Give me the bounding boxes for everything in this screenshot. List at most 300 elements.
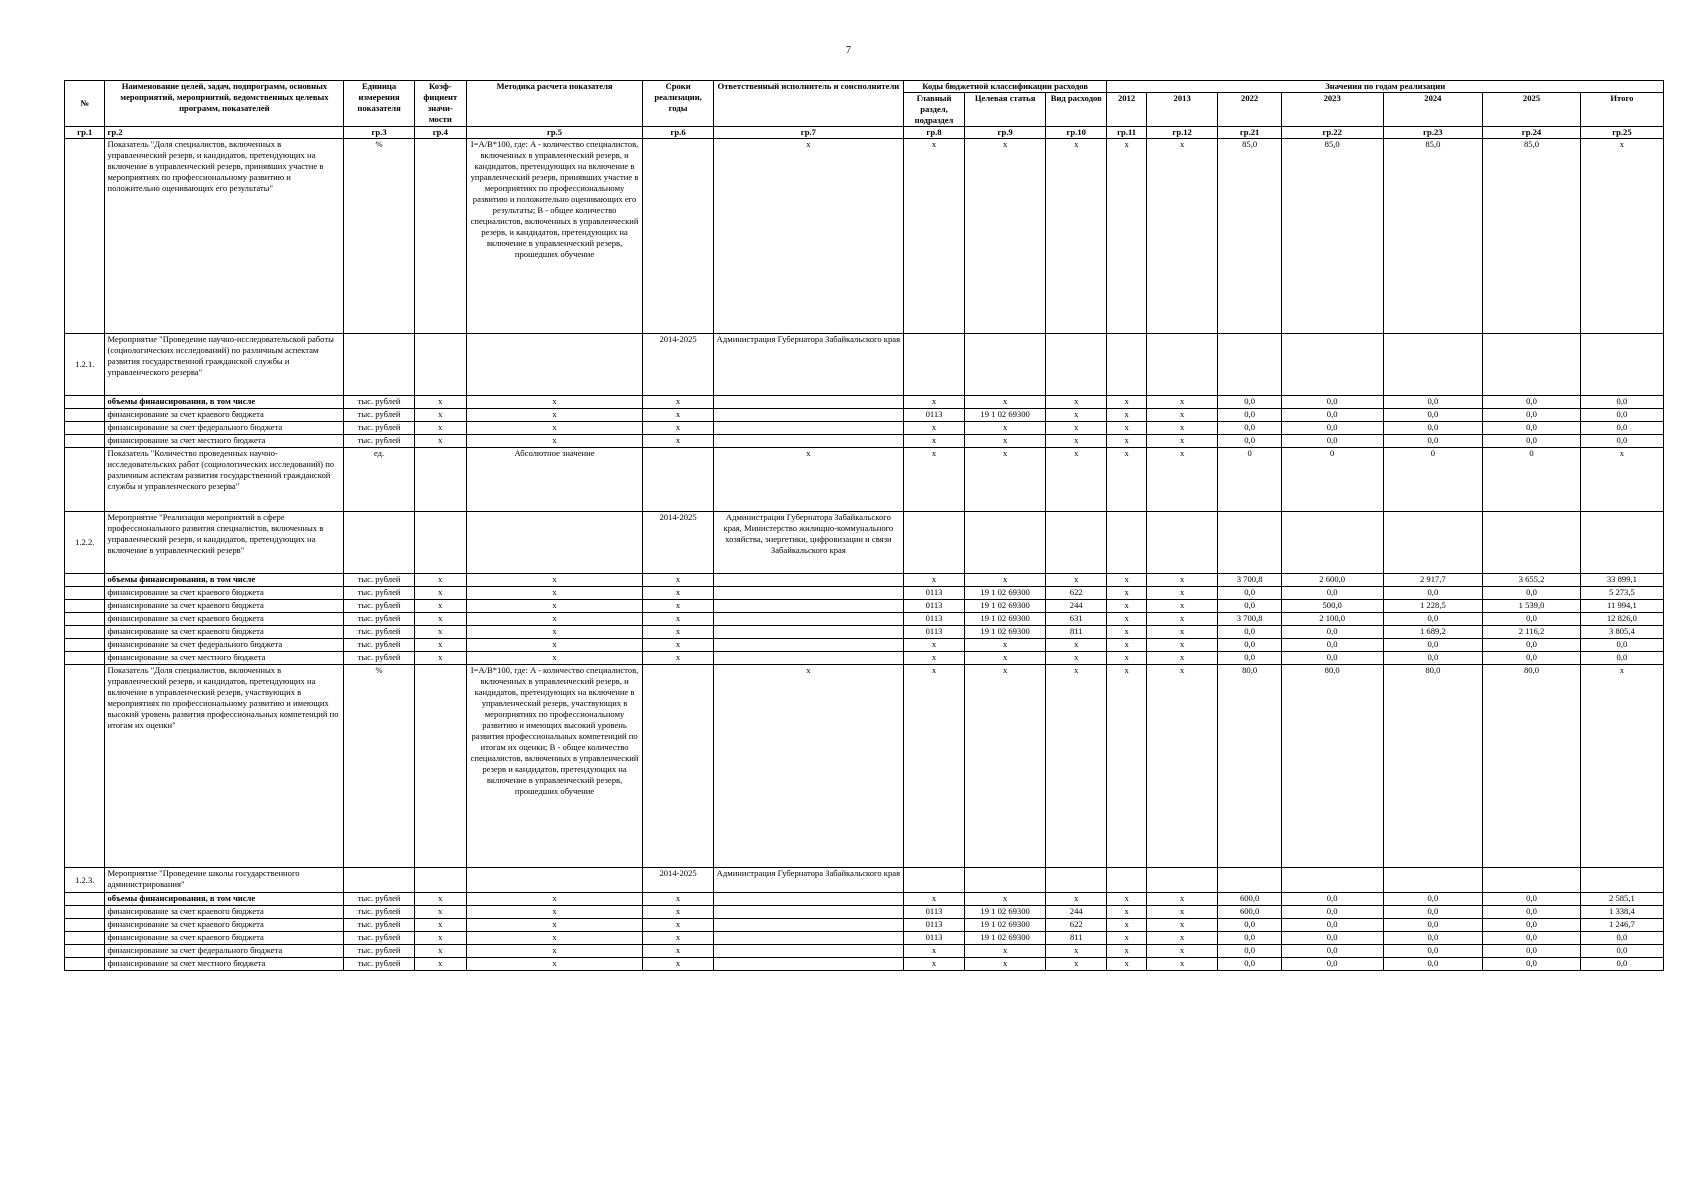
year-value-cell: x [1107,958,1146,971]
row-name: финансирование за счет краевого бюджета [105,932,344,945]
year-value-cell: x [1107,932,1146,945]
year-value-cell: 1 539,0 [1483,600,1581,613]
cell: x [414,932,466,945]
year-value-cell [1146,512,1218,574]
column-number: гр.3 [344,127,415,139]
cell: x [414,587,466,600]
responsible-cell [713,639,903,652]
row-name: финансирование за счет краевого бюджета [105,919,344,932]
year-value-cell: 0,0 [1383,396,1483,409]
financing-row [65,958,1664,971]
column-number: гр.2 [105,127,344,139]
kbk-section-cell: x [903,574,964,587]
row-name: объемы финансирования, в том числе [105,396,344,409]
column-number: гр.4 [414,127,466,139]
method-cell [466,334,643,396]
responsible-cell: x [713,139,903,334]
term-cell: x [643,574,714,587]
year-value-cell: 85,0 [1281,139,1383,334]
method-cell: x [466,435,643,448]
year-value-cell: 0,0 [1580,932,1663,945]
year-value-cell: x [1107,396,1146,409]
year-value-cell: 80,0 [1218,665,1281,868]
financing-row [65,600,1664,613]
year-value-cell: 12 826,0 [1580,613,1663,626]
year-value-cell: x [1107,409,1146,422]
row-name: Показатель "Доля специалистов, включенных в управленческий резерв, и кандидатов, претендующих на включение в управленческий резерв, участвующих в мероприятиях по профессиональному развитию и имеющих высокий уровень развития профессиональных компетенций по итогам их оценки" [105,665,344,868]
row-name: финансирование за счет краевого бюджета [105,587,344,600]
year-value-cell: x [1580,139,1663,334]
responsible-cell [713,587,903,600]
cell: x [414,958,466,971]
year-value-cell: 500,0 [1281,600,1383,613]
row-name: Мероприятие "Проведение школы государственного администрирования" [105,868,344,893]
row-number [65,665,105,868]
unit-cell: тыс. рублей [344,600,415,613]
row-number [65,422,105,435]
year-value-cell: 0,0 [1483,613,1581,626]
year-value-cell: x [1146,932,1218,945]
row-number [65,652,105,665]
kbk-type-cell [1046,334,1107,396]
year-value-cell: 0,0 [1383,435,1483,448]
year-value-cell [1107,512,1146,574]
year-value-cell: 0,0 [1218,919,1281,932]
row-name: Показатель "Доля специалистов, включенных в управленческий резерв, и кандидатов, претендующих на включение в управленческий резерв, принявших участие в мероприятиях по профессиональному развитию и положительно оценивающих его результаты" [105,139,344,334]
kbk-section-cell: 0113 [903,587,964,600]
year-value-cell: 0,0 [1281,906,1383,919]
year-value-cell: 0,0 [1383,958,1483,971]
unit-cell: тыс. рублей [344,639,415,652]
method-cell: x [466,639,643,652]
year-value-cell: 0,0 [1580,435,1663,448]
unit-cell: тыс. рублей [344,435,415,448]
year-value-cell: x [1146,435,1218,448]
year-value-cell: 0,0 [1483,958,1581,971]
kbk-section-cell: 0113 [903,932,964,945]
year-value-cell: 0,0 [1483,919,1581,932]
financing-row [65,906,1664,919]
method-cell: x [466,893,643,906]
row-number [65,919,105,932]
header-row-1 [65,81,1664,93]
responsible-cell [713,574,903,587]
method-cell: x [466,626,643,639]
method-cell: x [466,574,643,587]
responsible-cell: Администрация Губернатора Забайкальского края [713,334,903,396]
year-value-cell: 0,0 [1281,932,1383,945]
row-number [65,613,105,626]
kbk-type-cell: 631 [1046,613,1107,626]
cell: x [414,600,466,613]
row-number [65,587,105,600]
indicator-row [65,665,1664,868]
year-value-cell: x [1146,600,1218,613]
year-value-cell: 0,0 [1483,422,1581,435]
indicator-row [65,448,1664,512]
cell: x [414,435,466,448]
method-cell: x [466,919,643,932]
year-value-cell [1146,868,1218,893]
term-cell [643,448,714,512]
year-value-cell: 3 655,2 [1483,574,1581,587]
term-cell: x [643,422,714,435]
year-value-cell: 0,0 [1218,435,1281,448]
method-cell: x [466,587,643,600]
kbk-article-cell: x [965,435,1046,448]
year-value-cell: x [1107,600,1146,613]
row-name: объемы финансирования, в том числе [105,574,344,587]
row-number [65,139,105,334]
year-value-cell [1580,512,1663,574]
responsible-cell [713,613,903,626]
year-value-cell: 0,0 [1483,652,1581,665]
term-cell: x [643,906,714,919]
kbk-article-cell: x [965,652,1046,665]
cell: x [414,613,466,626]
unit-cell: тыс. рублей [344,396,415,409]
cell: x [414,639,466,652]
kbk-type-cell: 811 [1046,932,1107,945]
kbk-section-cell: 0113 [903,626,964,639]
year-value-cell: x [1107,587,1146,600]
kbk-article-cell: 19 1 02 69300 [965,613,1046,626]
method-cell: x [466,396,643,409]
cell [414,665,466,868]
year-value-cell [1483,512,1581,574]
year-value-cell: x [1107,613,1146,626]
kbk-type-cell: x [1046,652,1107,665]
kbk-article-cell: x [965,639,1046,652]
year-value-cell: 85,0 [1383,139,1483,334]
year-value-cell: 0,0 [1383,639,1483,652]
column-number: гр.23 [1383,127,1483,139]
unit-cell [344,334,415,396]
kbk-article-cell: 19 1 02 69300 [965,932,1046,945]
kbk-article-cell: 19 1 02 69300 [965,600,1046,613]
year-value-cell: x [1146,613,1218,626]
unit-cell: % [344,665,415,868]
header-term: Сроки реализации, годы [643,81,714,127]
column-number: гр.10 [1046,127,1107,139]
year-value-cell: 0,0 [1483,435,1581,448]
year-value-cell: 80,0 [1383,665,1483,868]
row-name: Мероприятие "Проведение научно-исследовательской работы (социологических исследований) по различным аспектам развития государственной гражданской службы и управленческого резерва" [105,334,344,396]
year-value-cell: x [1146,139,1218,334]
method-cell: Абсолютное значение [466,448,643,512]
header-kbk: Коды бюджетной классификации расходов [903,81,1107,93]
year-value-cell: x [1146,626,1218,639]
program-table [64,80,1664,971]
cell: x [414,906,466,919]
header-kbk-type: Вид расходов [1046,93,1107,127]
financing-row [65,919,1664,932]
year-value-cell [1107,334,1146,396]
year-value-cell [1383,334,1483,396]
header-years-title: Значения по годам реализации [1107,81,1664,93]
responsible-cell [713,435,903,448]
year-value-cell: x [1146,665,1218,868]
year-value-cell: 0,0 [1281,945,1383,958]
kbk-section-cell [903,334,964,396]
term-cell: x [643,919,714,932]
year-value-cell: x [1580,448,1663,512]
cell: x [414,574,466,587]
year-value-cell: 1 689,2 [1383,626,1483,639]
column-number: гр.24 [1483,127,1581,139]
kbk-type-cell: x [1046,139,1107,334]
row-number: 1.2.3. [65,868,105,893]
year-value-cell: 2 116,2 [1483,626,1581,639]
year-value-cell: 0,0 [1483,396,1581,409]
kbk-type-cell [1046,512,1107,574]
kbk-section-cell: x [903,958,964,971]
year-value-cell: 85,0 [1483,139,1581,334]
term-cell: x [643,639,714,652]
term-cell [643,139,714,334]
kbk-section-cell: 0113 [903,906,964,919]
column-number: гр.9 [965,127,1046,139]
row-name: объемы финансирования, в том числе [105,893,344,906]
cell: x [414,409,466,422]
method-cell: x [466,409,643,422]
year-value-cell: 0,0 [1483,906,1581,919]
column-number: гр.8 [903,127,964,139]
kbk-article-cell: x [965,574,1046,587]
year-value-cell: 0,0 [1580,652,1663,665]
year-value-cell: x [1107,919,1146,932]
unit-cell: тыс. рублей [344,893,415,906]
year-value-cell: x [1146,422,1218,435]
year-value-cell: x [1146,587,1218,600]
row-name: финансирование за счет местного бюджета [105,435,344,448]
financing-row [65,932,1664,945]
kbk-article-cell [965,334,1046,396]
kbk-article-cell: x [965,422,1046,435]
kbk-section-cell: 0113 [903,613,964,626]
year-value-cell: x [1107,665,1146,868]
year-value-cell: 0,0 [1483,932,1581,945]
financing-row [65,893,1664,906]
responsible-cell [713,422,903,435]
year-value-cell [1218,334,1281,396]
year-value-cell: 80,0 [1281,665,1383,868]
cell: x [414,396,466,409]
kbk-type-cell: x [1046,422,1107,435]
kbk-type-cell: x [1046,409,1107,422]
year-value-cell: 0,0 [1281,396,1383,409]
year-value-cell: 2 917,7 [1383,574,1483,587]
row-name: финансирование за счет краевого бюджета [105,409,344,422]
header-year: 2012 [1107,93,1146,127]
cell: x [414,652,466,665]
row-number [65,893,105,906]
term-cell: x [643,652,714,665]
kbk-type-cell: 622 [1046,919,1107,932]
year-value-cell: 0,0 [1580,396,1663,409]
financing-row [65,409,1664,422]
row-number [65,409,105,422]
method-cell: x [466,906,643,919]
column-number: гр.1 [65,127,105,139]
year-value-cell: 600,0 [1218,906,1281,919]
header-year: 2025 [1483,93,1581,127]
term-cell: x [643,409,714,422]
row-name: финансирование за счет краевого бюджета [105,600,344,613]
kbk-article-cell: x [965,448,1046,512]
page-number: 7 [846,45,851,56]
kbk-section-cell: 0113 [903,409,964,422]
year-value-cell: 85,0 [1218,139,1281,334]
year-value-cell [1383,512,1483,574]
header-no: № [65,81,105,127]
kbk-article-cell: 19 1 02 69300 [965,919,1046,932]
year-value-cell [1281,334,1383,396]
year-value-cell [1483,868,1581,893]
year-value-cell: 0 [1218,448,1281,512]
unit-cell: тыс. рублей [344,574,415,587]
kbk-article-cell: 19 1 02 69300 [965,626,1046,639]
year-value-cell: 0,0 [1218,932,1281,945]
year-value-cell: 0,0 [1483,409,1581,422]
year-value-cell: 0,0 [1383,906,1483,919]
year-value-cell: 0,0 [1383,409,1483,422]
row-name: финансирование за счет местного бюджета [105,652,344,665]
header-coef: Коэф-фициент значи-мости [414,81,466,127]
year-value-cell: 0,0 [1281,958,1383,971]
term-cell: x [643,396,714,409]
year-value-cell: 0,0 [1218,396,1281,409]
financing-row [65,652,1664,665]
header-kbk-section: Главный раздел, подраздел [903,93,964,127]
responsible-cell [713,893,903,906]
responsible-cell [713,626,903,639]
year-value-cell: 0,0 [1580,958,1663,971]
kbk-section-cell: x [903,639,964,652]
year-value-cell: 0,0 [1483,587,1581,600]
method-cell: x [466,613,643,626]
kbk-section-cell [903,868,964,893]
year-value-cell: 33 899,1 [1580,574,1663,587]
year-value-cell: x [1107,448,1146,512]
year-value-cell: 1 338,4 [1580,906,1663,919]
row-number [65,600,105,613]
method-cell [466,868,643,893]
row-number [65,396,105,409]
kbk-type-cell: 244 [1046,906,1107,919]
kbk-type-cell: x [1046,435,1107,448]
year-value-cell: x [1107,652,1146,665]
year-value-cell: 0 [1383,448,1483,512]
kbk-section-cell: x [903,448,964,512]
term-cell [643,665,714,868]
row-name: финансирование за счет федерального бюджета [105,422,344,435]
header-year: 2023 [1281,93,1383,127]
kbk-type-cell: x [1046,396,1107,409]
header-year: 2013 [1146,93,1218,127]
kbk-section-cell: x [903,665,964,868]
responsible-cell: x [713,448,903,512]
year-value-cell: 0,0 [1281,626,1383,639]
kbk-section-cell: x [903,945,964,958]
financing-row [65,626,1664,639]
year-value-cell: 0,0 [1281,435,1383,448]
responsible-cell [713,652,903,665]
year-value-cell: x [1107,626,1146,639]
unit-cell: тыс. рублей [344,587,415,600]
year-value-cell: 0,0 [1281,587,1383,600]
column-number: гр.7 [713,127,903,139]
year-value-cell: 0,0 [1580,409,1663,422]
term-cell: x [643,958,714,971]
financing-row [65,435,1664,448]
year-value-cell: 0,0 [1580,945,1663,958]
unit-cell: тыс. рублей [344,932,415,945]
row-name: Показатель "Количество проведенных научно-исследовательских работ (социологических исследований) по различным аспектам развития государственной гражданской службы и управленческого резерва" [105,448,344,512]
kbk-type-cell: x [1046,665,1107,868]
year-value-cell: x [1107,574,1146,587]
year-value-cell: 0,0 [1281,409,1383,422]
kbk-type-cell: x [1046,945,1107,958]
term-cell: x [643,945,714,958]
header-name: Наименование целей, задач, подпрограмм, основных мероприятий, мероприятий, ведомственных целевых программ, показателей [105,81,344,127]
unit-cell: тыс. рублей [344,626,415,639]
year-value-cell [1107,868,1146,893]
year-value-cell: 0,0 [1218,600,1281,613]
cell: x [414,626,466,639]
kbk-section-cell: x [903,139,964,334]
year-value-cell: 0,0 [1580,639,1663,652]
term-cell: x [643,587,714,600]
kbk-section-cell: x [903,893,964,906]
method-cell: x [466,600,643,613]
column-number-row [65,127,1664,139]
kbk-type-cell: x [1046,574,1107,587]
year-value-cell: 0,0 [1483,893,1581,906]
row-number [65,574,105,587]
year-value-cell: x [1146,919,1218,932]
header-year: 2022 [1218,93,1281,127]
year-value-cell: 0,0 [1383,945,1483,958]
kbk-article-cell: x [965,958,1046,971]
kbk-type-cell: 244 [1046,600,1107,613]
row-name: финансирование за счет краевого бюджета [105,613,344,626]
year-value-cell: x [1146,652,1218,665]
column-number: гр.21 [1218,127,1281,139]
method-cell: x [466,945,643,958]
financing-row [65,587,1664,600]
year-value-cell: 11 994,1 [1580,600,1663,613]
year-value-cell: 2 585,1 [1580,893,1663,906]
year-value-cell: x [1146,945,1218,958]
row-number: 1.2.2. [65,512,105,574]
kbk-article-cell: 19 1 02 69300 [965,587,1046,600]
kbk-type-cell: x [1046,448,1107,512]
kbk-type-cell [1046,868,1107,893]
unit-cell: тыс. рублей [344,906,415,919]
cell: x [414,945,466,958]
row-number [65,958,105,971]
year-value-cell: 1 246,7 [1580,919,1663,932]
method-cell: I=A/B*100, где: A - количество специалистов, включенных в управленческий резерв, и кандидатов, претендующих на включение в управленческий резерв, участвующих в мероприятиях по профессиональному развитию и имеющих высокий уровень развития профессиональных компетенций по итогам их оценки; B - общее количество специалистов, включенных в управленческий резерв и кандидатов, претендующих на включение в управленческий резерв, прошедших обучение [466,665,643,868]
kbk-article-cell: 19 1 02 69300 [965,906,1046,919]
year-value-cell: 80,0 [1483,665,1581,868]
year-value-cell [1218,512,1281,574]
year-value-cell: x [1107,139,1146,334]
year-value-cell: 0,0 [1383,613,1483,626]
year-value-cell: x [1146,639,1218,652]
year-value-cell [1483,334,1581,396]
